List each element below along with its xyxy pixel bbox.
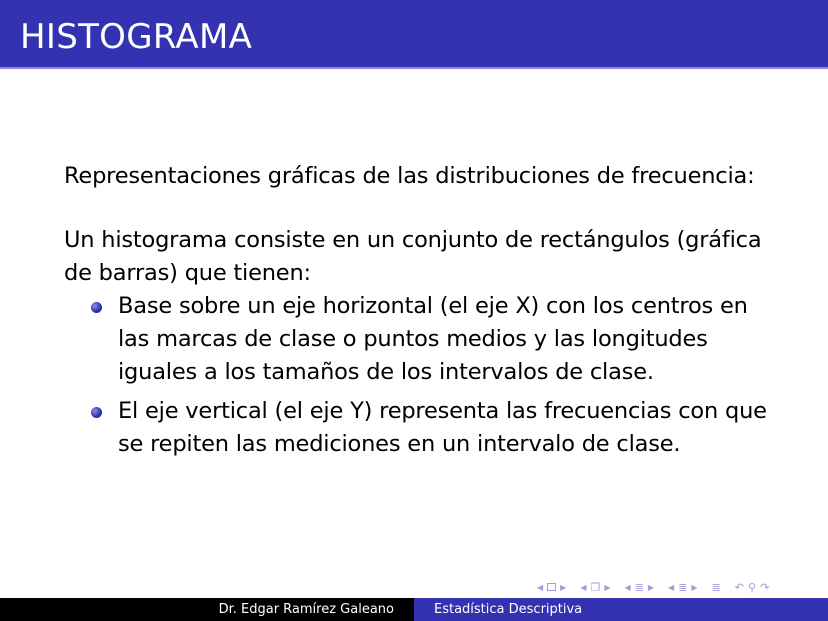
- slide-header: [0, 0, 828, 69]
- bullet-item: [118, 290, 784, 389]
- slide-title: HISTOGRAMA: [20, 17, 253, 57]
- slide-footer: [0, 598, 828, 621]
- section-nav: [625, 581, 655, 594]
- search-icon[interactable]: ⚲: [748, 580, 757, 594]
- footer-title: Estadística Descriptiva: [414, 598, 828, 621]
- frame-icon[interactable]: [547, 583, 556, 591]
- intro-paragraph: Representaciones gráficas de las distribuciones de frecuencia:: [64, 163, 755, 189]
- subsection-icon[interactable]: ❐: [590, 580, 601, 594]
- next-frame-icon[interactable]: ▶: [560, 582, 567, 592]
- slide-content: [64, 160, 784, 467]
- next-chapter-icon[interactable]: ▶: [691, 582, 698, 592]
- frame-nav: [537, 583, 566, 592]
- prev-frame-icon[interactable]: ◀: [537, 582, 544, 592]
- redo-icon[interactable]: ↷: [760, 580, 770, 594]
- footer-author: Dr. Edgar Ramírez Galeano: [0, 598, 414, 621]
- undo-icon[interactable]: ↶: [734, 580, 744, 594]
- bullet-text: El eje vertical (el eje Y) representa las frecuencias con que se repiten las mediciones en un intervalo de clase.: [118, 398, 767, 457]
- prev-section-icon[interactable]: ◀: [624, 582, 631, 592]
- bullet-icon: [91, 407, 102, 418]
- search-nav: [735, 581, 770, 594]
- section-icon[interactable]: ≣: [634, 580, 644, 594]
- next-section-icon[interactable]: ▶: [647, 582, 655, 592]
- bullet-list: [64, 290, 784, 461]
- bullet-text: Base sobre un eje horizontal (el eje X) con los centros en las marcas de clase o puntos medios y las longitudes iguales a los tamaños de los intervalos de clase.: [118, 293, 748, 385]
- subsection-nav: [580, 581, 610, 594]
- align-nav: [712, 581, 721, 594]
- chapter-nav: [668, 581, 698, 594]
- next-subsection-icon[interactable]: ▶: [604, 582, 611, 592]
- prev-subsection-icon[interactable]: ◀: [580, 582, 587, 592]
- prev-chapter-icon[interactable]: ◀: [668, 582, 675, 592]
- align-icon[interactable]: ≣: [711, 580, 721, 594]
- beamer-navigation: [537, 580, 769, 594]
- bullet-icon: [91, 302, 102, 313]
- definition-paragraph: Un histograma consiste en un conjunto de rectángulos (gráfica de barras) que tienen:: [64, 227, 762, 286]
- bullet-item: [118, 395, 784, 461]
- chapter-icon[interactable]: ≣: [678, 580, 688, 594]
